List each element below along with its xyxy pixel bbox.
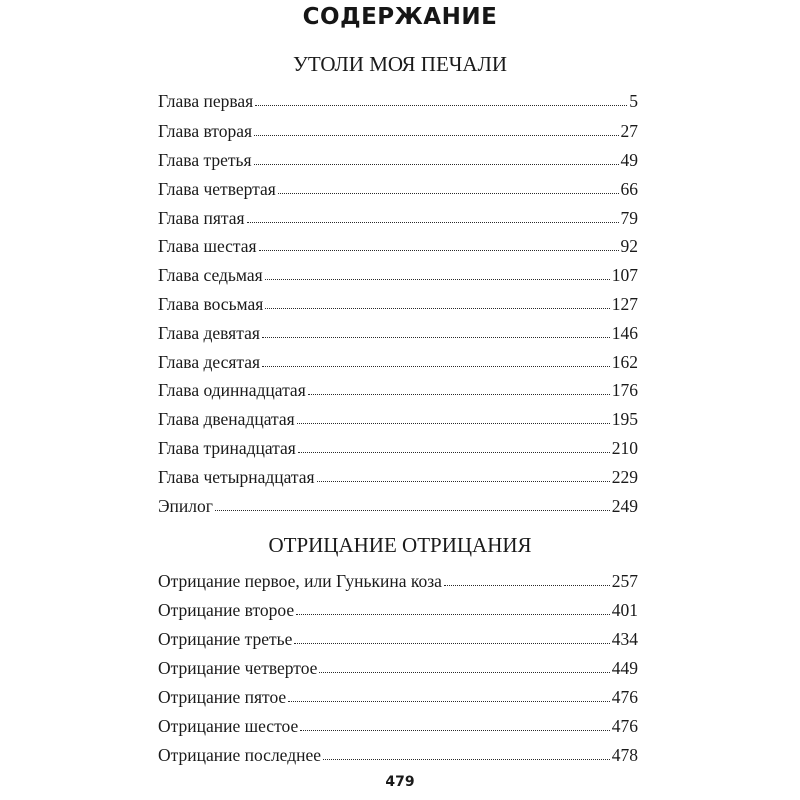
- toc-entry-page: 27: [620, 121, 638, 141]
- toc-entry-page: 127: [611, 294, 638, 314]
- dot-leader: [265, 279, 610, 280]
- toc-entry: [158, 597, 638, 621]
- toc-entry-page: 49: [620, 150, 638, 170]
- toc-entry-page: 107: [611, 265, 638, 285]
- toc-entry: [158, 291, 638, 315]
- toc-entry: [158, 435, 638, 459]
- toc-entry: [158, 493, 638, 517]
- toc-entry-label: Глава первая: [158, 91, 254, 111]
- toc-entry-page: 434: [611, 629, 638, 649]
- dot-leader: [215, 510, 610, 511]
- toc-entry: [158, 233, 638, 257]
- toc-entry-page: 476: [611, 716, 638, 736]
- dot-leader: [323, 759, 610, 760]
- toc-entry-page: 210: [611, 438, 638, 458]
- toc-entry-page: 401: [611, 600, 638, 620]
- dot-leader: [262, 366, 610, 367]
- dot-leader: [254, 135, 618, 136]
- toc-entry-page: 176: [611, 380, 638, 400]
- dot-leader: [255, 105, 627, 106]
- toc-entry: [158, 349, 638, 373]
- page-number: 479: [385, 774, 415, 790]
- toc-entry-label: Отрицание четвертое: [158, 658, 318, 678]
- dot-leader: [317, 481, 610, 482]
- toc-entry-label: Отрицание шестое: [158, 716, 299, 736]
- toc-entry: [158, 262, 638, 286]
- toc-entry-page: 146: [611, 323, 638, 343]
- toc-entry-page: 92: [620, 236, 638, 256]
- dot-leader: [262, 337, 610, 338]
- toc-entry-label: Глава двенадцатая: [158, 409, 295, 429]
- toc-entry-label: Отрицание первое, или Гунькина коза: [158, 571, 442, 591]
- toc-entry: [158, 147, 638, 171]
- toc-entry: [158, 713, 638, 737]
- toc-entry-label: Отрицание пятое: [158, 687, 287, 707]
- toc-entry-page: 478: [611, 745, 638, 765]
- toc-entry: [158, 684, 638, 708]
- toc-entry: [158, 176, 638, 200]
- dot-leader: [308, 394, 610, 395]
- toc-entry-label: Глава десятая: [158, 352, 261, 372]
- dot-leader: [444, 585, 610, 586]
- toc-entry-label: Глава шестая: [158, 236, 257, 256]
- dot-leader: [319, 672, 609, 673]
- toc-entry: [158, 88, 638, 112]
- toc-entry-page: 449: [611, 658, 638, 678]
- toc-entry: [158, 464, 638, 488]
- dot-leader: [288, 701, 610, 702]
- toc-entry: [158, 626, 638, 650]
- toc-entry: [158, 320, 638, 344]
- toc-entry-label: Отрицание последнее: [158, 745, 322, 765]
- toc-entry-label: Глава четвертая: [158, 179, 276, 199]
- toc-entry-label: Глава четырнадцатая: [158, 467, 315, 487]
- toc-entry-label: Глава седьмая: [158, 265, 263, 285]
- dot-leader: [297, 423, 610, 424]
- toc-entry-label: Глава девятая: [158, 323, 260, 343]
- dot-leader: [265, 308, 609, 309]
- dot-leader: [278, 193, 619, 194]
- toc-entry-label: Отрицание второе: [158, 600, 295, 620]
- toc-entry-page: 162: [611, 352, 638, 372]
- toc-entry-label: Глава восьмая: [158, 294, 264, 314]
- toc-entry-label: Глава вторая: [158, 121, 253, 141]
- toc-entry-label: Глава пятая: [158, 208, 245, 228]
- toc-entry-page: 195: [611, 409, 638, 429]
- toc-entry: [158, 205, 638, 229]
- toc-entry: [158, 377, 638, 401]
- toc-entry: [158, 742, 638, 766]
- toc-entry-page: 249: [611, 496, 638, 516]
- part-title-2: ОТРИЦАНИЕ ОТРИЦАНИЯ: [268, 533, 532, 557]
- toc-entry: [158, 655, 638, 679]
- dot-leader: [259, 250, 619, 251]
- toc-entry-page: 66: [620, 179, 638, 199]
- toc-entry-label: Глава одиннадцатая: [158, 380, 306, 400]
- toc-entry-page: 5: [629, 91, 638, 111]
- toc-entry-page: 229: [611, 467, 638, 487]
- part-title-1: УТОЛИ МОЯ ПЕЧАЛИ: [293, 52, 507, 76]
- dot-leader: [296, 614, 610, 615]
- toc-entry-label: Глава третья: [158, 150, 252, 170]
- toc-entry-page: 79: [620, 208, 638, 228]
- contents-title: СОДЕРЖАНИЕ: [302, 4, 498, 30]
- toc-entry: [158, 118, 638, 142]
- toc-entry-label: Глава тринадцатая: [158, 438, 296, 458]
- toc-entry-page: 257: [611, 571, 638, 591]
- toc-entry: [158, 406, 638, 430]
- toc-entry-page: 476: [611, 687, 638, 707]
- dot-leader: [254, 164, 619, 165]
- dot-leader: [298, 452, 610, 453]
- toc-entry-label: Эпилог: [158, 496, 213, 516]
- toc-entry: [158, 568, 638, 592]
- dot-leader: [247, 222, 619, 223]
- dot-leader: [300, 730, 610, 731]
- dot-leader: [294, 643, 609, 644]
- toc-entry-label: Отрицание третье: [158, 629, 293, 649]
